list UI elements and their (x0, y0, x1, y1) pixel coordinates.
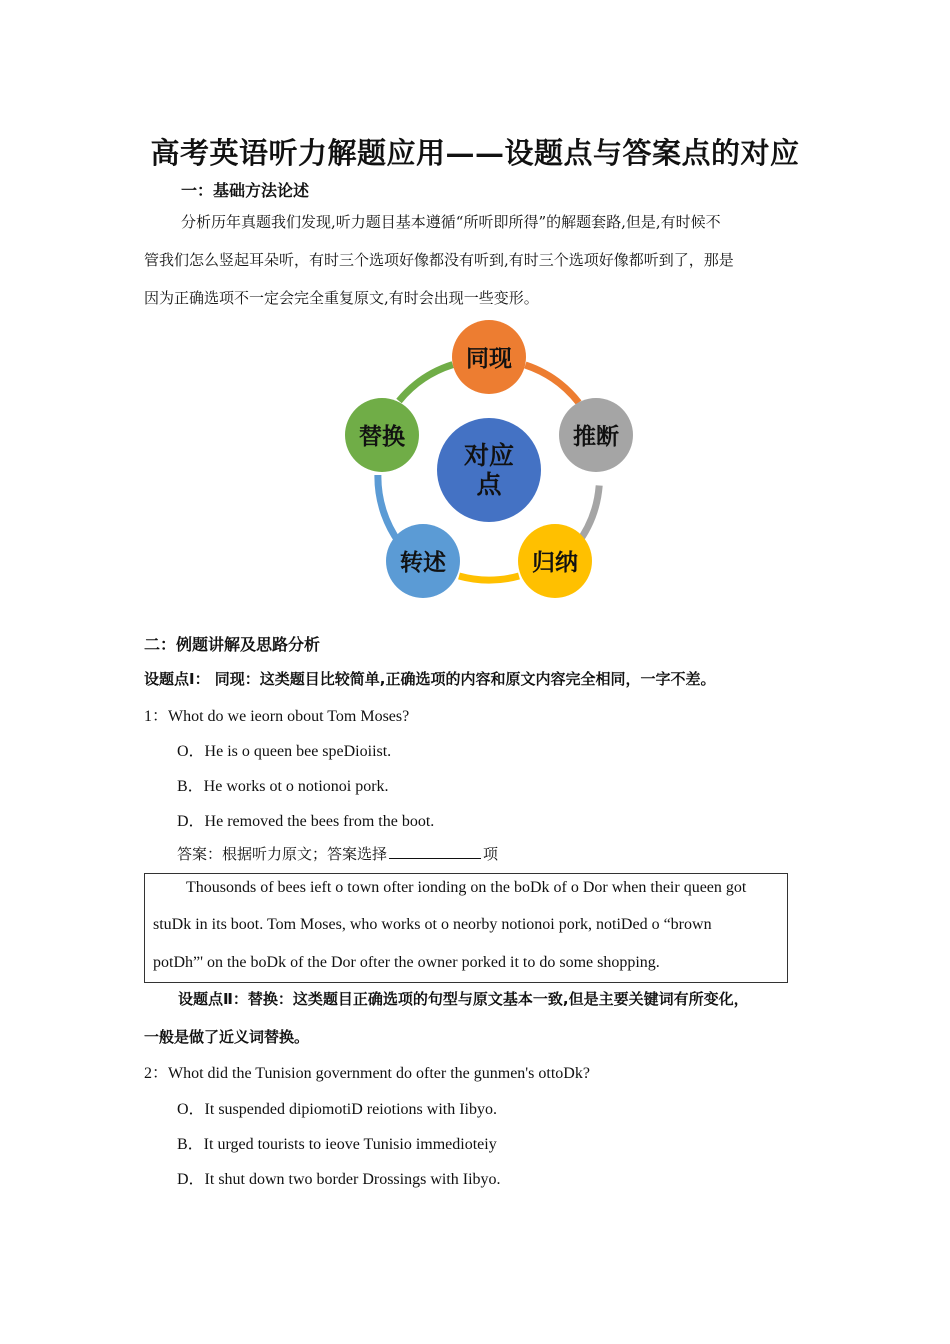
node-guina-label: 归纳 (532, 550, 578, 576)
section2-heading: 二：例题讲解及思路分析 (144, 635, 321, 654)
section1-heading: 一：基础方法论述 (181, 181, 310, 200)
intro-line-2: 管我们怎么竖起耳朵听，有时三个选项好像都没有听到,有时三个选项好像都听到了，那是 (144, 251, 734, 269)
arc-bottom (459, 576, 519, 580)
center-label-line2: 点 (476, 470, 502, 499)
correspondence-diagram (330, 312, 650, 607)
q1-answer-line (177, 844, 498, 863)
arc-bottom-left (378, 475, 399, 543)
q1-question: 1：Whot do we ieorn obout Tom Moses? (144, 708, 410, 725)
point1-heading: 设题点Ⅰ： 同现：这类题目比较简单,正确选项的内容和原文内容完全相同，一字不差。 (144, 670, 716, 688)
node-tuiduan-label: 推断 (573, 424, 619, 450)
q2-option-d: D．It shut down two border Drossings with Iibyo. (177, 1171, 501, 1188)
q1-answer-suffix: 项 (483, 845, 499, 863)
q1-passage-line-3: potDh”' on the boDk of the Dor ofter the owner porked it to do some shopping. (153, 954, 660, 971)
point2-heading-line-2: 一般是做了近义词替换。 (144, 1028, 310, 1046)
node-tongxian-label: 同现 (466, 346, 512, 372)
q2-option-o: O．It suspended dipiomotiD reiotions with Iibyo. (177, 1101, 497, 1118)
q1-option-d: D．He removed the bees from the boot. (177, 813, 435, 830)
page-title: 高考英语听力解题应用——设题点与答案点的对应 (150, 136, 800, 170)
arc-top-left (399, 365, 453, 401)
q1-passage-line-2: stuDk in its boot. Tom Moses, who works ot o neorby notionoi pork, notiDed o “brown (153, 916, 712, 933)
q2-option-b: B．It urged tourists to ieove Tunisio immedioteiy (177, 1136, 497, 1153)
q1-option-b: B．He works ot o notionoi pork. (177, 778, 389, 795)
node-tihuan-label: 替换 (359, 424, 405, 450)
node-zhuanshu-label: 转述 (400, 550, 446, 576)
center-label-line1: 对应 (463, 441, 515, 470)
q1-option-o: O．He is o queen bee speDioiist. (177, 743, 392, 760)
q1-passage-line-1: Thousonds of bees ieft o town ofter ionding on the boDk of o Dor when their queen got (186, 879, 747, 896)
point2-heading-line-1: 设题点Ⅱ：替换：这类题目正确选项的句型与原文基本一致,但是主要关键词有所变化， (178, 990, 749, 1008)
intro-line-3: 因为正确选项不一定会完全重复原文,有时会出现一些变形。 (144, 289, 539, 307)
arc-top-right (525, 365, 578, 403)
q1-answer-prefix: 答案：根据听力原文；答案选择 (177, 845, 388, 863)
q1-answer-blank[interactable] (389, 844, 481, 859)
q1-passage-box (144, 873, 788, 983)
q2-question: 2：Whot did the Tunision government do ofter the gunmen's ottoDk? (144, 1065, 590, 1082)
intro-line-1: 分析历年真题我们发现,听力题目基本遵循“所听即所得”的解题套路,但是,有时候不 (181, 213, 721, 231)
